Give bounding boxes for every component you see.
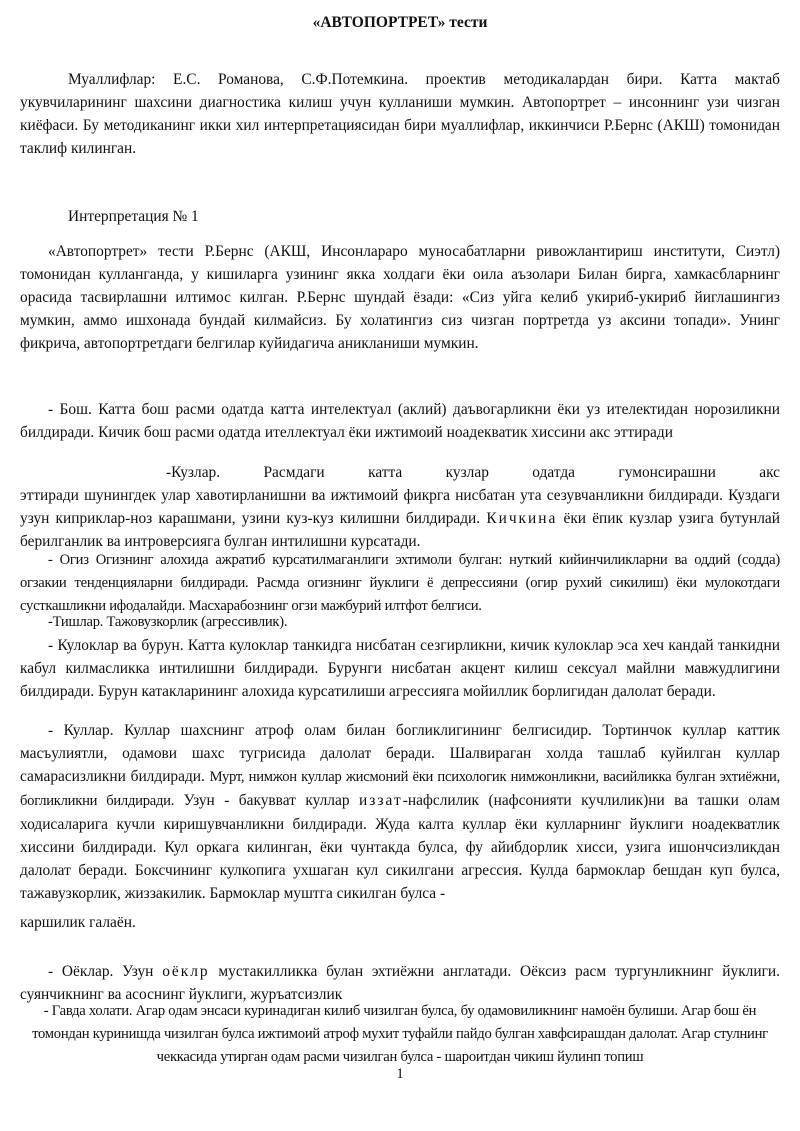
head-item-paragraph: - Бош. Катта бош расми одатда катта интелектуал (аклий) даъвогарликни ёки уз ителектидан норозиликни билдиради. Кичик бош расми одатда ителлектуал ёки ижтимоий ноадекватик хиссини акс эттиради	[20, 401, 780, 441]
hands-item-spaced-word: иззат	[358, 792, 403, 809]
legs-item-text-a: - Оёклар. Узун	[48, 963, 163, 980]
hands-item-text-condensed: Мурт, нимжон куллар жисмоний ёки психологик нимжонликни, васийликка булган эхтиёжни, богликликни билдиради.	[20, 769, 780, 809]
eyes-item-text2: ёки ёпик кузлар узига бутунлай берилганлик ва интроверсияга булган интилишни курсатади.	[20, 510, 780, 550]
hands-item-last-line: каршилик галаён.	[20, 914, 136, 931]
hands-item-text2b: -нафслилик (нафсонияти кучлилик)ни ва ташки олам ходисаларига кучли киришувчанликни билдиради. Жуда калта куллар ёки кулларнинг йуклиги ноадекватлик хиссини билдиради. Кул оркага килинган, ёки чунтакда булса, фу айибдорлик хисси, узига ишончсизликдан далолат беради. Боксчининг кулкопига ухшаган кул сикилгани агрессия. Кулда бармоклар бешдан куп булса, тажавузкорлик, жиззакилик. Бармоклар муштга сикилган булса -	[20, 792, 780, 902]
eyes-item-first-line: -Кузлар. Расмдаги катта кузлар одатда гумонсирашни акс	[166, 464, 780, 481]
interpretation-heading: Интерпретация № 1	[68, 208, 199, 225]
hands-item-paragraph	[20, 719, 780, 905]
document-page	[20, 0, 780, 1131]
mouth-item-paragraph	[20, 549, 780, 618]
eyes-item-text: эттиради шунингдек улар хавотирланишни ва ижтимоий фикрга нисбатан ута сезувчанликни билдиради. Куздаги узун киприклар-ноз карашмани, узини куз-куз килишни билдиради.	[20, 487, 780, 527]
interpretation-paragraph: «Автопортрет» тести Р.Бернс (АКШ, Инсонлараро муносабатларни ривожлантириш институти, Сиэтл) томонидан кулланганда, у кишиларга узининг якка холдаги ёки оила аъзолари Билан бирга, хамкасбларнинг орасида тасвирлашни илтимос килган. Р.Бернс шундай ёзади: «Сиз уйга келиб укириб-укириб йиглашингиз мумкин, аммо ишхонада бундай килмайсиз. Бу холатингиз сиз чизган портретда уз аксини топади». Унинг фикрича, автопортретдаги белгилар куйидагича аникланиши мумкин.	[20, 243, 780, 352]
eyes-item-spaced-word: Кичкина	[486, 510, 558, 527]
body-position-item-paragraph: - Гавда холати. Агар одам энсаси куринадиган килиб чизилган булса, бу одамовиликнинг намоён булиши. Агар бош ён томондан куринишда чизилган булса ижтимоий атроф мухит туфайли пайдо булган хавфсирашдан далолат. Агар стулнинг чеккасида утирган одам расми чизилган булса - шароитдан чикиш йулинп топиш	[32, 1003, 768, 1065]
page-number: 1	[396, 1066, 404, 1082]
eyes-item-paragraph	[20, 484, 780, 553]
legs-item-text-b: мустакилликка булан эхтиёжни англатади. Оёксиз расм тургунликнинг йуклиги. суянчикнинг ва асоснинг йуклиги, журъатсизлик	[20, 963, 780, 1003]
mouth-item-end: .	[478, 598, 482, 614]
legs-item-spaced-word: оёклр	[162, 963, 210, 980]
ears-nose-item-paragraph: - Кулоклар ва бурун. Катта кулоклар танкидга нисбатан сезгирликни, кичик кулоклар эса хеч кандай танкидни кабул килмасликка интилишни билдиради. Бурунги нисбатан акцент килиш сексуал майлни мавжудлигини билдиради. Бурун катакларининг алохида курсатилиши агрессияга мойиллик борлигидан далолат беради.	[20, 637, 780, 700]
hands-item-text1: - Куллар. Куллар шахснинг атроф олам билан богликлигининг белгисидир. Тортинчок куллар каттик масъулиятли, одамови шахс тугрисида далолат беради. Шалвираган холда ташлаб куйилган куллар самарасизликни билдиради.	[20, 722, 780, 785]
teeth-item-paragraph: -Тишлар. Тажовузкорлик (агрессивлик).	[48, 614, 288, 630]
intro-paragraph: Муаллифлар: Е.С. Романова, С.Ф.Потемкина. проектив методикалардан бири. Катта мактаб укувчиларининг шахсини диагностика килиш учун кулланиши мумкин. Автопортрет – инсоннинг узи чизган киёфаси. Бу методиканинг икки хил интерпретациясидан бири муаллифлар, иккинчиси Р.Бернс (АКШ) томонидан таклиф килинган.	[20, 71, 780, 157]
hands-item-text2a: Узун - бакувват куллар	[183, 792, 359, 809]
mouth-item-text: - Огиз Огизнинг алохида ажратиб курсатилмаганлиги эхтимоли булган: нуткий кийинчиликларни ва оддий (содда) огзакии тенденцияларни билдиради. Расмда огизнинг йуклиги ё депрессияни (огир рухий сикилиш) ёки мулокотдаги сусткашликни ифодалайди. Масхарабознинг огзи мажбурий илтфот белгиси	[20, 552, 780, 614]
document-title: «АВТОПОРТРЕТ» тести	[312, 14, 488, 31]
